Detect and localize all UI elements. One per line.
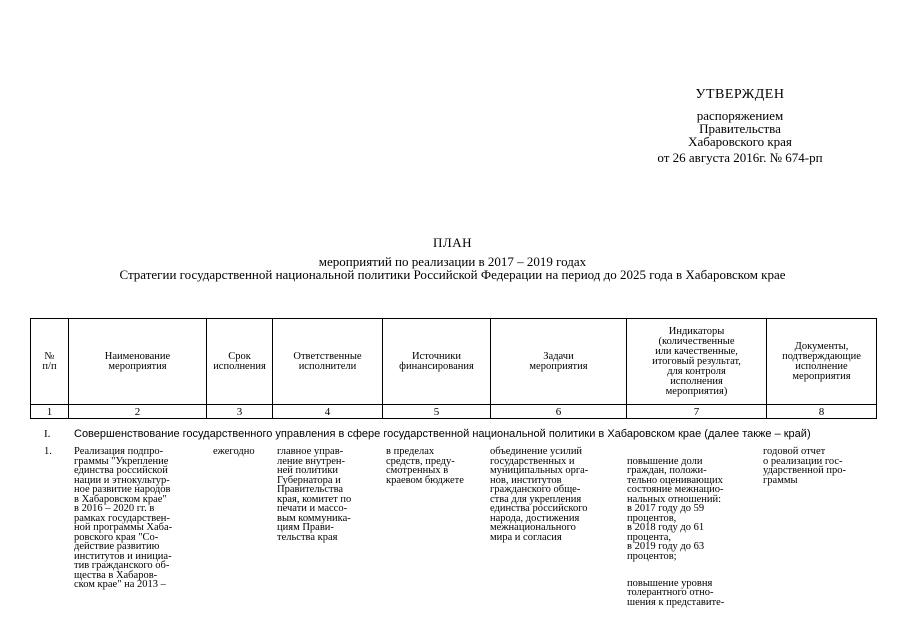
column-number: 8 [767, 405, 877, 419]
column-number: 5 [383, 405, 491, 419]
header-tasks: Задачи мероприятия [491, 319, 627, 405]
column-number: 7 [627, 405, 767, 419]
header-responsible: Ответственные исполнители [273, 319, 383, 405]
plan-subtitle-1: мероприятий по реализации в 2017 – 2019 годах [318, 254, 587, 269]
section-title: Совершенствование государственного управления в сфере государственной национальной политики в Хабаровском крае (далее также – край) [74, 428, 811, 440]
plan-title: ПЛАН [433, 235, 472, 250]
row-number: 1. [44, 446, 52, 457]
row-indicators-part-2: повышение уровня толерантного отно- шения к представите- [627, 577, 725, 608]
column-number-row [31, 405, 877, 419]
approval-line-3: Хабаровского края [688, 134, 792, 149]
plan-heading [0, 236, 905, 281]
plan-table-header [30, 318, 877, 419]
header-row [31, 319, 877, 405]
column-number: 2 [69, 405, 207, 419]
approval-line-1: распоряжением [696, 108, 784, 123]
section-number: I. [44, 428, 51, 440]
row-responsible: главное управ- ление внутрен- ней политики Губернатора и Правительства края, комитет по печати и массо- вым коммуника- циям Прави- тельства края [277, 446, 352, 543]
column-number: 4 [273, 405, 383, 419]
row-event-name: Реализация подпро- граммы "Укрепление единства российской нации и этнокультур- ное развитие народов в Хабаровском крае" в 2016 – 2020 гг. в рамках государствен- ной программы Хаба- ровского края "Со- действие развитию институтов и инициа- тив гражданского об- щества в Хабаров- ском крае" на 2013 – [74, 446, 173, 590]
header-funding: Источники финансирования [383, 319, 491, 405]
column-number: 6 [491, 405, 627, 419]
approval-title: УТВЕРЖДЕН [695, 87, 785, 102]
column-number: 1 [31, 405, 69, 419]
plan-subtitle-2: Стратегии государственной национальной политики Российской Федерации на период до 2025 года в Хабаровском крае [119, 267, 786, 282]
approval-date: от 26 августа 2016г. № 674-рп [657, 150, 823, 165]
header-indicators: Индикаторы (количественные или качественные, итоговый результат, для контроля исполнения мероприятия) [627, 319, 767, 405]
row-tasks: объединение усилий государственных и муниципальных орга- нов, институтов гражданского обще- ства для укрепления единства российского народа, достижения межнационального мира и согласия [490, 446, 589, 543]
header-deadline: Срок исполнения [207, 319, 273, 405]
row-deadline: ежегодно [213, 446, 255, 457]
approval-block [610, 88, 870, 164]
row-indicators-part-1: повышение доли граждан, положи- тельно оценивающих состояние межнацио- нальных отношений: в 2017 году до 59 процентов, в 2018 году до 61 процента, в 2019 году до 63 процентов; [627, 455, 724, 562]
row-indicators [627, 447, 724, 617]
approval-line-2: Правительства [699, 121, 781, 136]
column-number: 3 [207, 405, 273, 419]
row-documents: годовой отчет о реализации гос- ударственной про- граммы [763, 446, 846, 486]
row-funding: в пределах средств, преду- смотренных в краевом бюджете [386, 446, 464, 486]
header-documents: Документы, подтверждающие исполнение мероприятия [767, 319, 877, 405]
header-number: № п/п [31, 319, 69, 405]
header-name: Наименование мероприятия [69, 319, 207, 405]
